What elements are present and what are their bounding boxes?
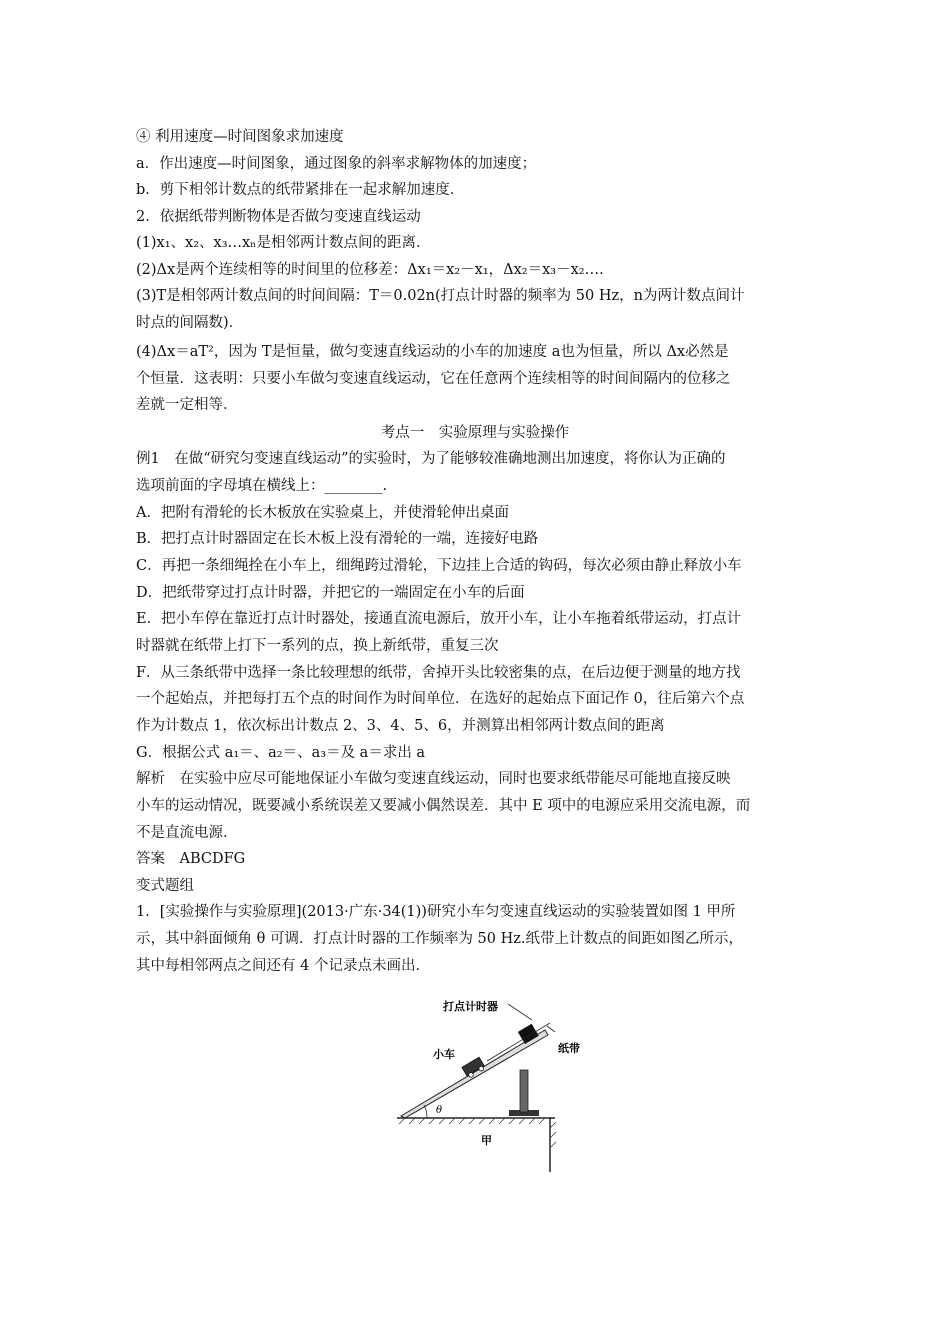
option-a: A．把附有滑轮的长木板放在实验桌上，并使滑轮伸出桌面 [136,505,509,521]
text-line: 差就一定相等． [136,397,238,413]
option-f: F．从三条纸带中选择一条比较理想的纸带，舍掉开头比较密集的点，在后边便于测量的地方找 [136,665,741,681]
text-line: (2)Δx是两个连续相等的时间里的位移差：Δx₁＝x₂－x₁，Δx₂＝x₃－x₂…. [136,262,604,278]
text-line: 选项前面的字母填在横线上：________. [136,478,388,494]
text-line: 时点的间隔数)． [136,315,244,331]
section-title: 考点一 实验原理与实验操作 [380,425,570,441]
option-b: B．把打点计时器固定在长木板上没有滑轮的一端，连接好电路 [136,531,539,547]
stand-post [520,1070,528,1112]
text-line: 不是直流电源． [136,825,238,841]
text-line: (1)x₁、x₂、x₃…xₙ是相邻两计数点间的距离． [136,235,431,251]
text-line: (4)Δx＝aT²，因为 T是恒量，做匀变速直线运动的小车的加速度 a也为恒量，所以 Δx必然是 [136,344,729,360]
analysis-text: 解析 在实验中应尽可能地保证小车做匀变速直线运动，同时也要求纸带能尽可能地直接反映 [136,771,731,787]
ground-hatch [399,1118,545,1124]
label-angle: θ [436,1105,443,1116]
answer-text: 答案 ABCDFG [136,851,246,867]
example-question: 例1 在做“研究匀变速直线运动”的实验时，为了能够较准确地测出加速度，将你认为正确的 [136,451,726,467]
text-line: (3)T是相邻两计数点间的时间间隔：T＝0.02n(打点计时器的频率为 50 Hz，n为两计数点间计 [136,288,745,304]
variant-heading: 变式题组 [136,878,194,894]
option-g: G．根据公式 a₁＝、a₂＝、a₃＝及 a＝求出 a [136,745,426,761]
option-c: C．再把一条细绳拴在小车上，细绳跨过滑轮，下边挂上合适的钩码，每次必须由静止释放小车 [136,558,742,574]
text-line: b．剪下相邻计数点的纸带紧排在一起求解加速度． [136,182,465,198]
label-tape: 纸带 [558,1042,580,1055]
text-line: 个恒量．这表明：只要小车做匀变速直线运动，它在任意两个连续相等的时间间隔内的位移之 [136,371,731,387]
option-d: D．把纸带穿过打点计时器，并把它的一端固定在小车的后面 [136,585,525,601]
figure-caption: 甲 [481,1134,492,1147]
text-line: 一个起始点，并把每打五个点的时间作为时间单位．在选好的起始点下面记作 0，往后第六个点 [136,691,745,707]
tape-line [487,1023,550,1061]
text-line: 示，其中斜面倾角 θ 可调．打点计时器的工作频率为 50 Hz.纸带上计数点的间距如图乙所示， [136,931,744,947]
apparatus-figure [395,960,580,1160]
text-line: 小车的运动情况，既要减小系统误差又要减小偶然误差．其中 E 项中的电源应采用交流电源，而 [136,798,751,814]
text-line: 作为计数点 1，依次标出计数点 2、3、4、5、6，并测算出相邻两计数点间的距离 [136,718,665,734]
problem-text: 1．[实验操作与实验原理](2013·广东·34(1))研究小车匀变速直线运动的实验装置如图 1 甲所 [136,904,736,920]
text-line: 时器就在纸带上打下一系列的点，换上新纸带，重复三次 [136,638,499,654]
label-timer: 打点计时器 [443,1000,498,1013]
label-cart: 小车 [433,1048,455,1061]
option-e: E．把小车停在靠近打点计时器处，接通直流电源后，放开小车，让小车拖着纸带运动，打点计 [136,611,742,627]
text-line: 2．依据纸带判断物体是否做匀变速直线运动 [136,209,421,225]
text-line: ④ 利用速度—时间图象求加速度 [136,129,344,145]
text-line: a．作出速度—时间图象，通过图象的斜率求解物体的加速度； [136,156,537,172]
text-line: 其中每相邻两点之间还有 4 个记录点未画出． [136,958,430,974]
